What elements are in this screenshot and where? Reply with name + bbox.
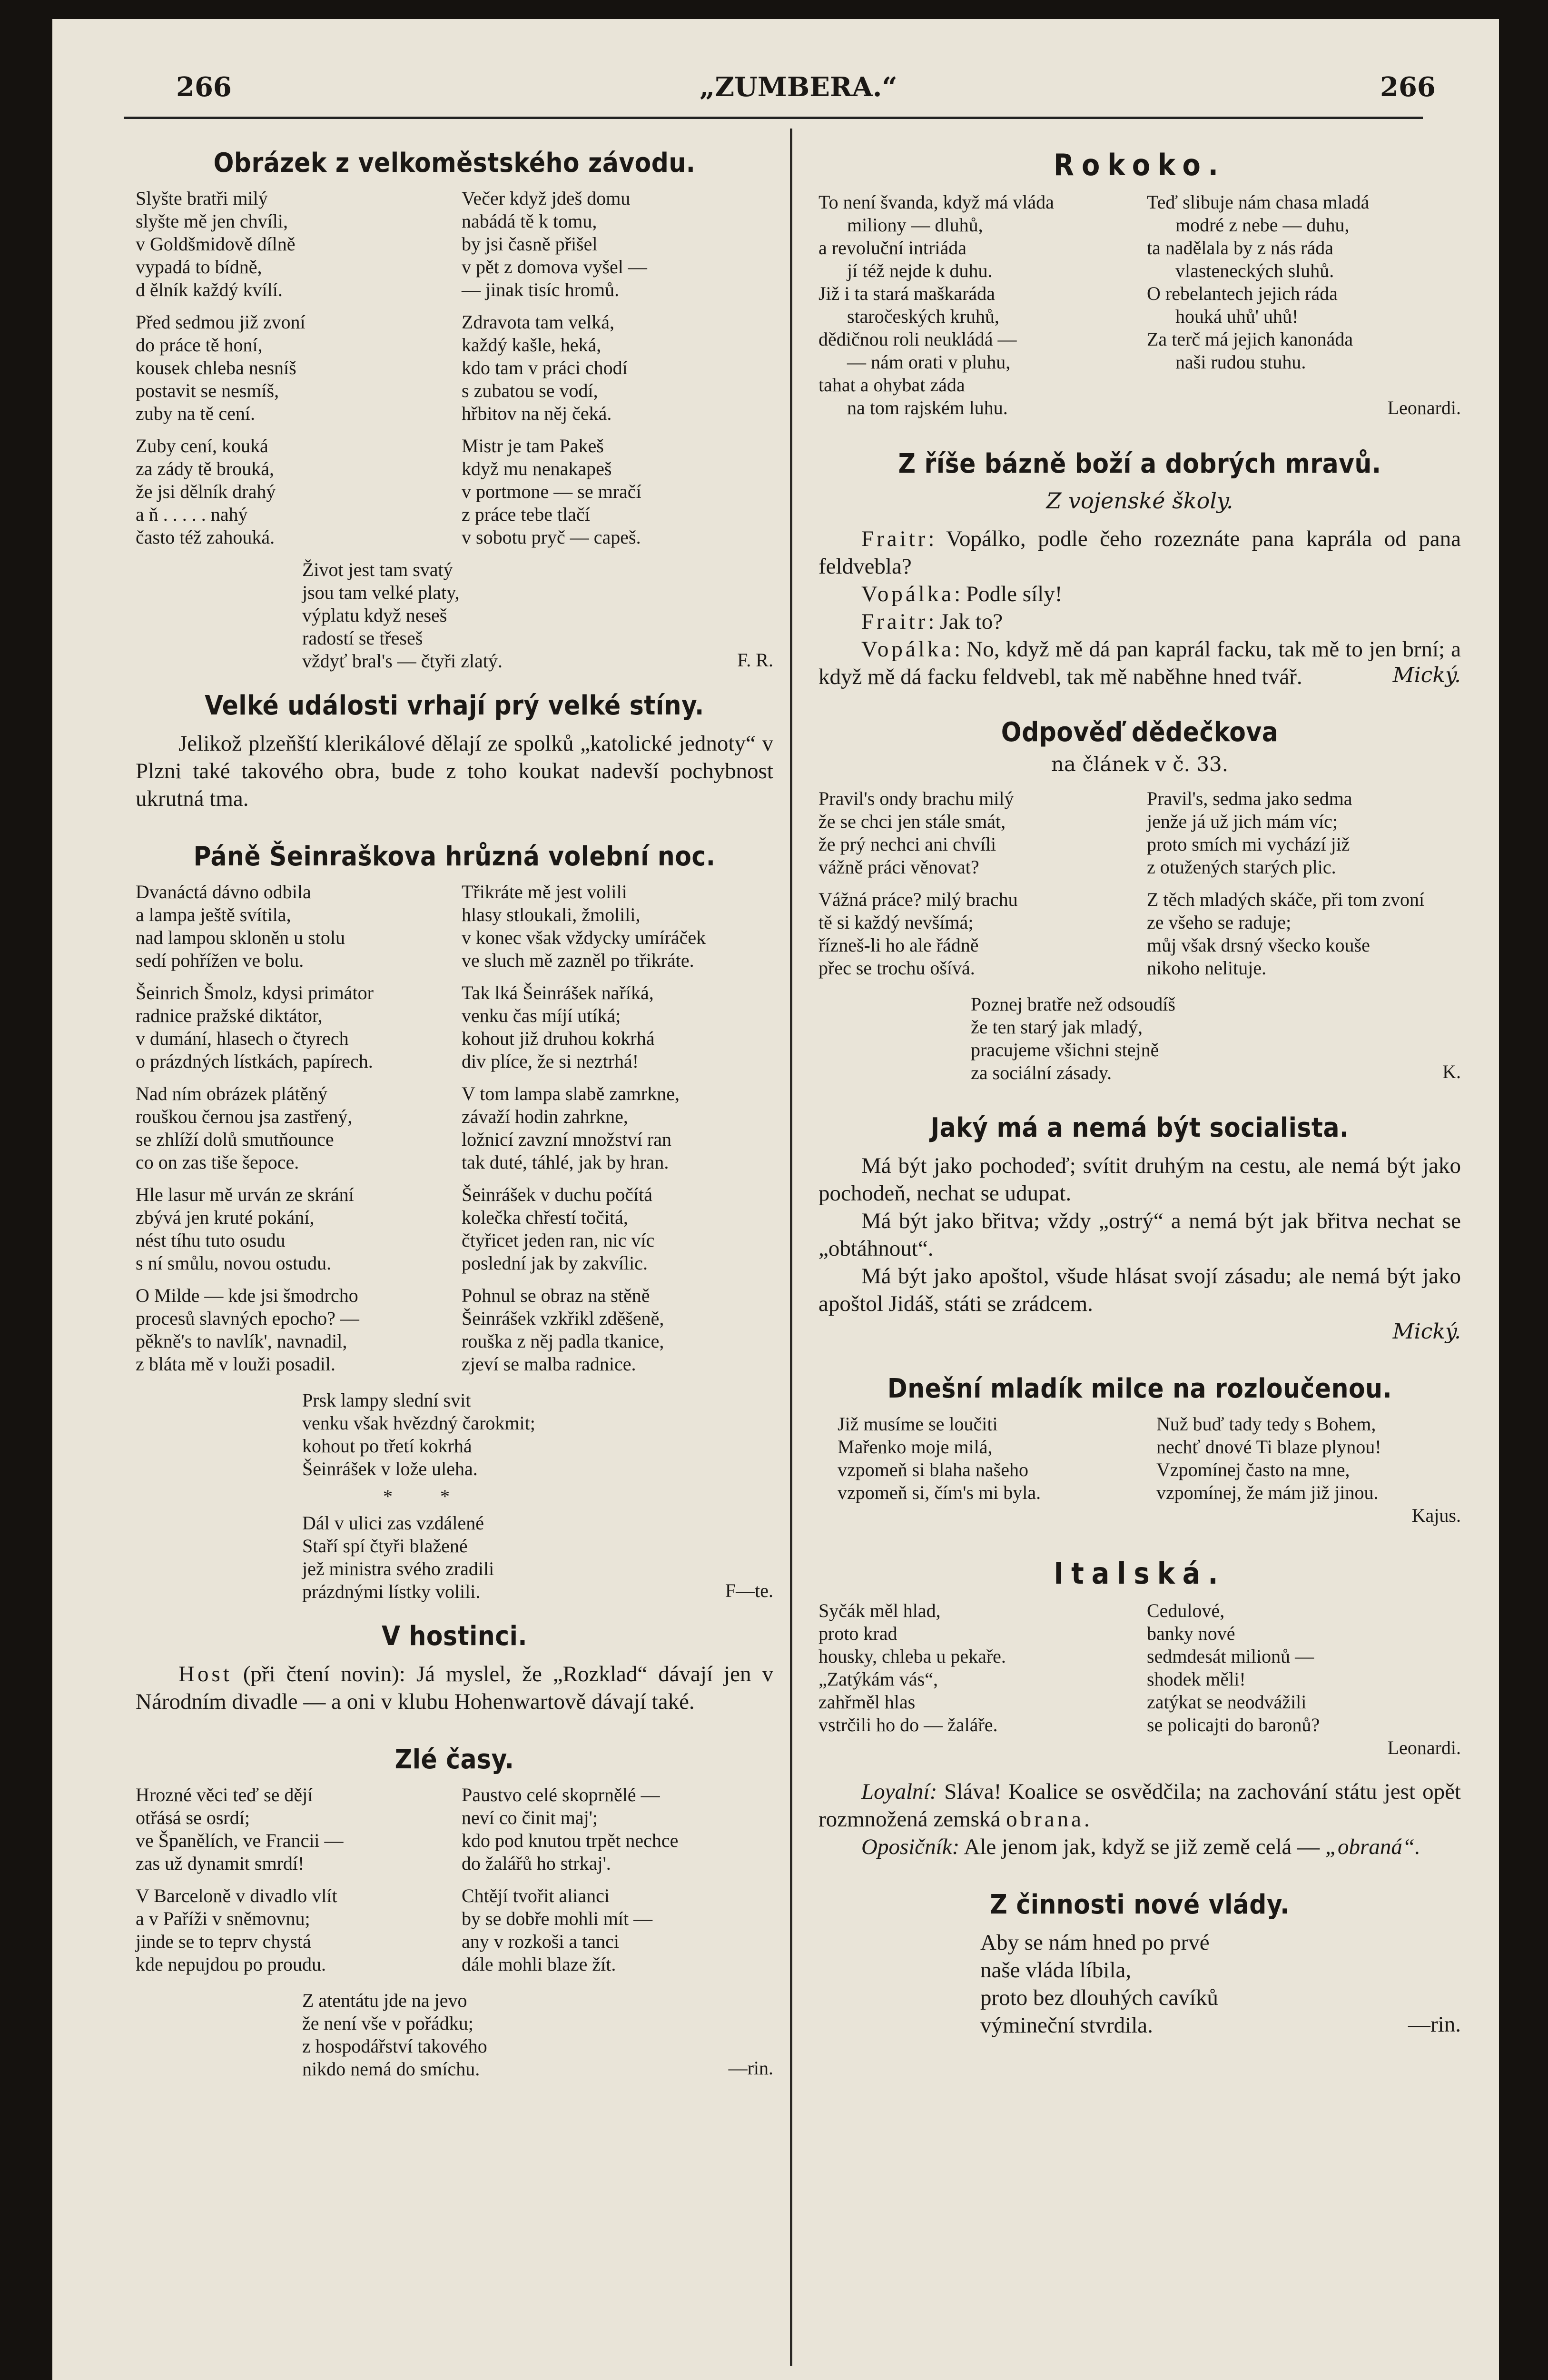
article-title: Dnešní mladík milce na rozloučenou. — [887, 1373, 1392, 1404]
article-text — [818, 1778, 1461, 1861]
poem-right — [1147, 787, 1461, 989]
dialogue-line — [818, 580, 1461, 608]
article-title: Velké události vrhají prý velké stíny. — [205, 690, 704, 721]
stanza: Pravil's, sedma jako sedma jenže já už jich mám víc; proto smích mi vychází již z otužených starých plic. — [1147, 788, 1352, 878]
poem-right — [462, 881, 773, 1385]
article-italska — [818, 1556, 1461, 1759]
paragraph: Má být jako pochodeď; svítit druhým na cestu, ale nemá být jako pochodeň, nechat se udupat. — [818, 1153, 1461, 1206]
poem-columns — [818, 1599, 1461, 1736]
speaker: Oposičník: — [861, 1835, 960, 1859]
poem-columns — [136, 1784, 773, 1985]
stanza: Z těch mladých skáče, při tom zvoní ze všeho se raduje; můj však drsný všecko kouše nikoho nelituje. — [1147, 889, 1425, 979]
dialogue-line — [818, 608, 1461, 635]
stanza: Paustvo celé skoprnělé — neví co činit maj'; kdo pod knutou trpět nechce do žalářů ho strkaj'. — [462, 1784, 679, 1874]
poem-right — [462, 1784, 773, 1985]
poem-left — [136, 187, 447, 558]
stanza-center: Dál v ulici zas vzdálené Staří spí čtyři blažené jež ministra svého zradili prázdnými lístky volili. — [302, 1512, 494, 1602]
article-rokoko — [818, 148, 1461, 419]
signature: —rin. — [1408, 2012, 1461, 2037]
poem-right: Nuž buď tady tedy s Bohem, nechť dnové Ti blaze plynou! Vzpomínej často na mne, vzpomínej, že mám již jinou. — [1156, 1413, 1381, 1503]
article-title: Italská. — [1054, 1556, 1226, 1591]
signature: K. — [1442, 1061, 1461, 1082]
line-text-spaced: obrana. — [1006, 1807, 1093, 1832]
stanza: Zuby cení, kouká za zády tě brouká, že jsi dělník drahý a ň . . . . . nahý často též zahouká. — [136, 435, 276, 548]
line-text: : Vopálko, podle čeho rozeznáte pana kaprála od pana feldvebla? — [818, 526, 1461, 579]
speaker: Vopálka — [861, 637, 955, 662]
speaker: Vopálka — [861, 582, 955, 606]
article-title: Obrázek z velkoměstského závodu. — [213, 148, 696, 178]
paragraph: Má být jako apoštol, všude hlásat svojí zásadu; ale nemá být jako apoštol Jidáš, státi se zrádcem. — [818, 1264, 1461, 1316]
stanza: Zdravota tam velká, každý kašle, heká, kdo tam v práci chodí s zubatou se vodí, hřbitov na něj čeká. — [462, 311, 628, 424]
newspaper-page — [52, 19, 1499, 2380]
stanza: Hrozné věci teď se dějí otřásá se osrdí; ve Španělích, ve Francii — zas už dynamit smrdí! — [136, 1784, 344, 1874]
stanza: V Barceloně v divadlo vlít a v Paříži v sněmovnu; jinde se to teprv chystá kde nepujdou po proudu. — [136, 1885, 337, 1975]
stanza: Tak lká Šeinrášek naříká, venku čas míjí utíká; kohout již druhou kokrhá div plíce, že si neztrhá! — [462, 982, 655, 1072]
article-v-hostinci — [136, 1621, 773, 1716]
poem-left: Syčák měl hlad, proto krad housky, chleba u pekaře. „Zatýkám vás“, zahřměl hlas vstrčili ho do — žaláře. — [818, 1600, 1006, 1735]
signature: Mický. — [1392, 1319, 1461, 1344]
signature: Leonardi. — [1387, 1737, 1461, 1758]
stanza: Pravil's ondy brachu milý že se chci jen stále smát, že prý nechci ani chvíli vážně práci věnovat? — [818, 788, 1014, 878]
line-text: : Podle síly! — [954, 582, 1063, 606]
line-text: Ale jenom jak, když se již země celá — — [959, 1835, 1325, 1859]
speaker: Loyalní: — [861, 1779, 937, 1804]
paragraph: Jelikož plzeňští klerikálové dělají ze spolků „katolické jednoty“ v Plzni také takového obra, bude z toho koukat nadevší pochybnost ukrutná tma. — [136, 731, 773, 811]
line-text-italic: „obraná“. — [1325, 1835, 1420, 1859]
article-obrazek — [136, 148, 773, 671]
speaker: Host — [178, 1662, 232, 1686]
stanza: Hle lasur mě urván ze skrání zbývá jen kruté pokání, nést tíhu tuto osudu s ní smůlu, novou ostudu. — [136, 1184, 354, 1274]
column-divider — [790, 129, 792, 2366]
poem-right — [462, 187, 773, 558]
signature: F. R. — [737, 649, 773, 671]
signature: —rin. — [728, 2057, 773, 2079]
paragraph — [136, 1660, 773, 1716]
article-subtitle: na článek v č. 33. — [1051, 753, 1229, 776]
article-rise-bazne — [818, 448, 1461, 687]
article-mladik-milce — [818, 1373, 1461, 1527]
signature: Leonardi. — [1387, 397, 1461, 418]
line-text: : No, když mě dá pan kaprál facku, tak mě to jen brní; a když mě dá facku feldvebl, tak mě naběhne hned tvář. — [818, 637, 1461, 689]
speaker: Fraitr — [861, 609, 928, 634]
poem-left — [136, 1784, 447, 1985]
paragraph — [818, 1833, 1461, 1861]
poem-columns — [136, 187, 773, 558]
stanza: Třikráte mě jest volili hlasy stloukali, žmolili, v konec však vždycky umíráček ve sluch mě zazněl po třikráte. — [462, 881, 706, 971]
stanza: Před sedmou již zvoní do práce tě honí, kousek chleba nesníš postavit se nesmíš, zuby na tě cení. — [136, 311, 306, 424]
paragraph — [818, 1778, 1461, 1833]
paragraph: Má být jako břitva; vždy „ostrý“ a nemá být jak břitva nechat se „obtáhnout“. — [818, 1209, 1461, 1261]
poem-right: Cedulové, banky nové sedmdesát milionů — shodek měli! zatýkat se neodvážili se policajti do baronů? — [1147, 1600, 1320, 1735]
stanza: Mistr je tam Pakeš když mu nenakapeš v portmone — se mračí z práce tebe tlačí v sobotu pryč — capeš. — [462, 435, 641, 548]
article-subtitle: Z vojenské školy. — [1046, 488, 1233, 514]
page-number-left: 266 — [176, 71, 232, 103]
article-text — [136, 730, 773, 813]
article-loyalni — [818, 1778, 1461, 1861]
article-title: V hostinci. — [382, 1621, 527, 1652]
stanza-center: Prsk lampy slední svit venku však hvězdný čarokmit; kohout po třetí kokrhá Šeinrášek v lože uleha. — [302, 1389, 535, 1479]
stanza: Chtějí tvořit alianci by se dobře mohli mít — any v rozkoši a tanci dále mohli blaze žít. — [462, 1885, 653, 1975]
stanza: V tom lampa slabě zamrkne, závaží hodin zahrkne, ložnicí zavzní množství ran tak duté, táhlé, jak by hran. — [462, 1083, 680, 1173]
signature: Mický. — [1392, 663, 1461, 687]
poem-left — [136, 881, 447, 1385]
stanza-center: Z atentátu jde na jevo že není vše v pořádku; z hospodářství takového nikdo nemá do smíchu. — [302, 1990, 487, 2080]
right-column — [818, 148, 1461, 2037]
poem-columns — [818, 191, 1461, 419]
poem: Aby se nám hned po prvé naše vláda líbila, proto bez dlouhých cavíků výmineční stvrdila. — [980, 1930, 1218, 2038]
header-rule — [124, 117, 1423, 119]
poem-columns — [136, 881, 773, 1385]
signature: Kajus. — [1411, 1505, 1461, 1526]
poem-columns — [818, 1413, 1461, 1504]
article-title: Rokoko. — [1054, 148, 1226, 182]
article-seinraskova-noc — [136, 841, 773, 1602]
article-odpoved-dedeckova — [818, 717, 1461, 1083]
dialogue-line — [818, 525, 1461, 580]
stanza: Nad ním obrázek plátěný rouškou černou jsa zastřený, se zhlíží dolů smutňounce co on zas tiše šepoce. — [136, 1083, 353, 1173]
stanza-center: Poznej bratře než odsoudíš že ten starý jak mladý, pracujeme všichni stejně za sociální zásady. — [971, 993, 1175, 1083]
poem-columns — [818, 787, 1461, 989]
stanza: O Milde — kde jsi šmodrcho procesů slavných epocho? — pěkně's to navlík', navnadil, z bláta mě v louži posadil. — [136, 1285, 359, 1375]
stanza: Večer když jdeš domu nabádá tě k tomu, by jsi časně přišel v pět z domova vyšel — — jinak tisíc hromů. — [462, 188, 647, 300]
article-title: Z říše bázně boží a dobrých mravů. — [898, 448, 1381, 479]
separator-stars: * * — [383, 1486, 450, 1507]
speaker: Fraitr — [861, 526, 928, 551]
poem-left: Již musíme se loučiti Mařenko moje milá, vzpomeň si blaha našeho vzpomeň si, čím's mi byla. — [838, 1413, 1041, 1503]
article-title: Z činnosti nové vlády. — [990, 1889, 1290, 1920]
article-socialista — [818, 1112, 1461, 1344]
page-number-right: 266 — [1380, 71, 1436, 103]
poem-right: Teď slibuje nám chasa mladá modré z nebe — duhu, ta nadělala by z nás ráda vlasteneckých sluhů. O rebelantech jejich ráda houká uhů' uhů! Za terč má jejich kanonáda naši rudou stuhu. — [1147, 191, 1370, 373]
line-text: Sláva! Koalice se osvědčila; na zachování státu jest opět rozmnožená zemská — [818, 1779, 1461, 1832]
article-cinnost-vlady — [818, 1889, 1461, 2037]
poem-left: To není švanda, když má vláda miliony — dluhů, a revoluční intriáda jí též nejde k duhu. Již i ta stará maškaráda staročeských kruhů, dědičnou roli neukládá — — nám orati v pluhu, tahat a ohybat záda na tom rajském luhu. — [818, 191, 1054, 418]
dialogue: (při čtení novin): Já myslel, že „Rozklad“ dávají jen v Národním divadle — a oni v klubu Hohenwartově dávají také. — [136, 1662, 773, 1714]
stanza: Vážná práce? milý brachu tě si každý nevšímá; řízneš-li ho ale řádně přec se trochu ošívá. — [818, 889, 1018, 979]
stanza: Šeinrich Šmolz, kdysi primátor radnice pražské diktátor, v dumání, hlasech o čtyrech o prázdných lístkách, papírech. — [136, 982, 374, 1072]
article-zle-casy — [136, 1744, 773, 2079]
article-text — [818, 1152, 1461, 1318]
stanza: Šeinrášek v duchu počítá kolečka chřestí točitá, čtyřicet jeden ran, nic víc poslední jak by zakvílic. — [462, 1184, 655, 1274]
article-title: Jaký má a nemá být socialista. — [930, 1112, 1349, 1143]
article-title: Zlé časy. — [394, 1744, 514, 1775]
stanza: Dvanáctá dávno odbila a lampa ještě svítila, nad lampou skloněn u stolu sedí pohřížen ve bolu. — [136, 881, 345, 971]
article-velke-udalosti — [136, 690, 773, 813]
article-title: Páně Šeinraškova hrůzná volební noc. — [193, 841, 716, 872]
stanza-center: Život jest tam svatý jsou tam velké platy, výplatu když neseš radostí se třeseš vždyť bral's — čtyři zlatý. — [302, 559, 503, 672]
article-title: Odpověď dědečkova — [1001, 717, 1279, 748]
stanza: Pohnul se obraz na stěně Šeinrášek vzkřikl zděšeně, rouška z něj padla tkanice, zjeví se malba radnice. — [462, 1285, 664, 1375]
stanza: Slyšte bratři milý slyšte mě jen chvíli, v Goldšmidově dílně vypadá to bídně, d ělník každý kvílí. — [136, 188, 296, 300]
line-text: : Jak to? — [928, 609, 1003, 634]
masthead-title: „ZUMBERA.“ — [700, 71, 897, 103]
poem-left — [818, 787, 1133, 989]
signature: F—te. — [725, 1580, 773, 1601]
left-column — [136, 148, 773, 2079]
article-text — [136, 1660, 773, 1716]
